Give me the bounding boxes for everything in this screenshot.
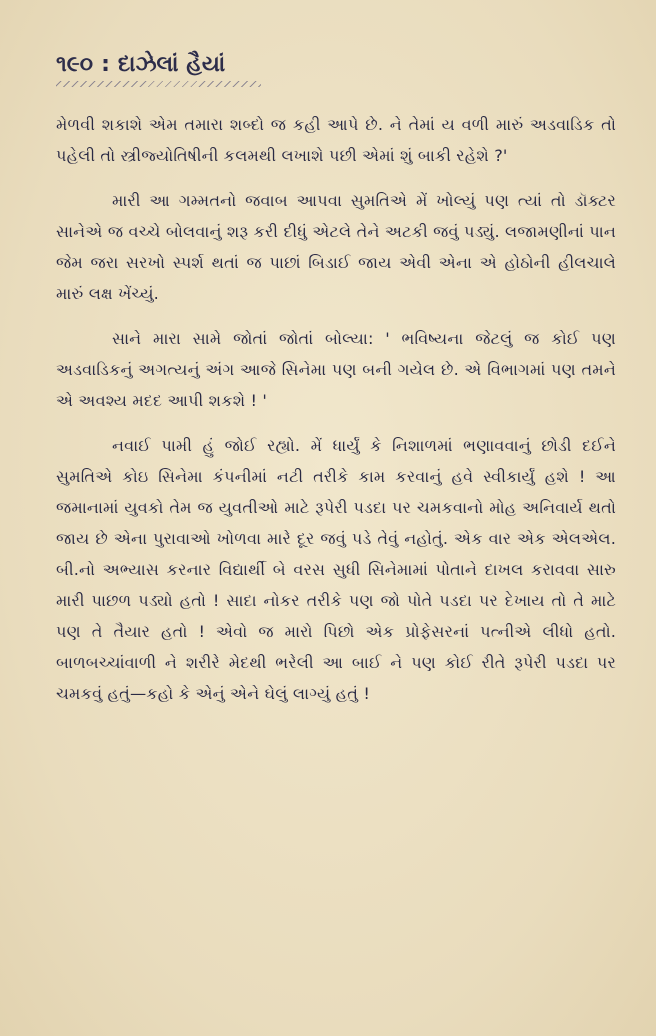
page-header: [56, 52, 616, 77]
page-number: ૧૯૦: [56, 52, 94, 77]
paragraph-2: મારી આ ગમ્મતનો જવાબ આપવા સુમતિએ મેં ખોલ્યું પણ ત્યાં તો ડૉક્ટર સાનેએ જ વચ્ચે બોલવાનું શરૂ કરી દીધું એટલે તેને અટકી જવું પડ્યું. લજામણીનાં પાન જેમ જરા સરખો સ્પર્શ થતાં જ પાછાં બિડાઈ જાય એવી એના એ હોઠોની હીલચાલે મારું લક્ષ ખેંચ્યું.: [56, 191, 616, 303]
paragraph-3: સાને મારા સામે જોતાં જોતાં બોલ્યા: ' ભવિષ્યના જેટલું જ કોઈ પણ અડવાડિકનું અગત્યનું અંગ આજે સિનેમા પણ બની ગયેલ છે. એ વિભાગમાં પણ તમને એ અવશ્ય મદદ આપી શકશે ! ': [56, 329, 616, 410]
paragraph-4: નવાઈ પામી હું જોઈ રહ્યો. મેં ધાર્યું કે નિશાળમાં ભણાવવાનું છોડી દઈને સુમતિએ કોઇ સિનેમા કંપનીમાં નટી તરીકે કામ કરવાનું હવે સ્વીકાર્યું હશે ! આ જમાનામાં યુવકો તેમ જ યુવતીઓ માટે રૂપેરી પડદા પર ચમકવાનો મોહ અનિવાર્ય થતો જાય છે એના પુરાવાઓ ખોળવા મારે દૂર જવું પડે તેવું નહોતું. એક વાર એક એલએલ. બી.નો અભ્યાસ કરનાર વિદ્યાર્થી બે વરસ સુધી સિનેમામાં પોતાને દાખલ કરાવવા સારુ મારી પાછળ પડ્યો હતો ! સાદા નોકર તરીકે પણ જો પોતે પડદા પર દેખાય તો તે માટે પણ તે તૈયાર હતો ! એવો જ મારો પિછો એક પ્રોફેસરનાં પત્નીએ લીધો હતો. બાળબચ્ચાંવાળી ને શરીરે મેદથી ભરેલી આ બાઈ ને પણ કોઈ રીતે રૂપેરી પડદા પર ચમકવું હતું—કહો કે એનું એને ઘેલું લાગ્યું હતું !: [56, 436, 616, 703]
header-wavy-rule: [56, 81, 261, 87]
running-title: દાઝેલાં હૈયાં: [117, 52, 226, 77]
header-separator: :: [101, 52, 110, 77]
body-text: [56, 109, 616, 709]
paragraph-1: મેળવી શકાશે એમ તમારા શબ્દો જ કહી આપે છે. ને તેમાં ય વળી મારું અડવાડિક તો પહેલી તો સ્ત્રીજ્યોતિષીની કલમથી લખાશે પછી એમાં શું બાકી રહેશે ?': [56, 115, 616, 165]
